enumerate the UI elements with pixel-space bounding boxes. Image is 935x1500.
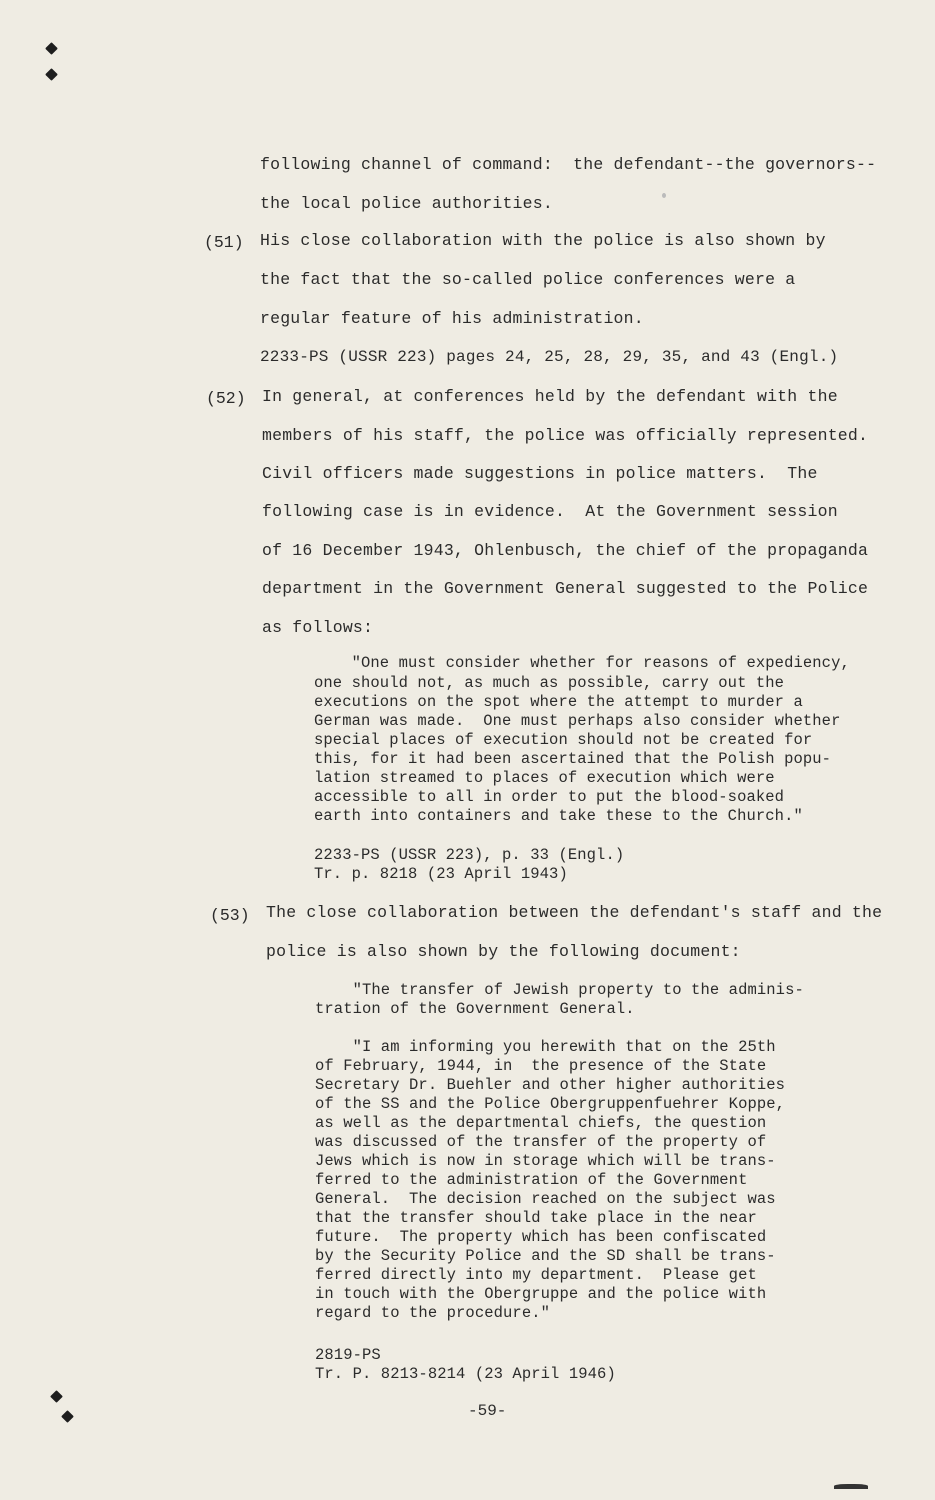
para-53-quote-line-8: ferred to the administration of the Government: [315, 1171, 748, 1189]
para-53-line-1: The close collaboration between the defendant's staff and the: [266, 903, 883, 922]
intro-line-1: following channel of command: the defendant--the governors--: [260, 155, 877, 174]
para-52-line-6: department in the Government General suggested to the Police: [262, 579, 869, 598]
para-51-line-3: regular feature of his administration.: [260, 309, 644, 328]
page-number: -59-: [468, 1402, 507, 1420]
para-53-quote-heading-line-1: "The transfer of Jewish property to the adminis-: [315, 981, 804, 999]
para-53-citation-line-2: Tr. P. 8213-8214 (23 April 1946): [315, 1365, 616, 1383]
para-53-quote-line-15: regard to the procedure.": [315, 1304, 551, 1322]
para-53-quote-line-13: ferred directly into my department. Please get: [315, 1266, 757, 1284]
paragraph-number-53: (53): [210, 906, 250, 925]
binder-hole-top-1: [45, 42, 58, 55]
para-52-line-7: as follows:: [262, 618, 374, 637]
paragraph-number-51: (51): [204, 233, 244, 252]
paper-speck-bottom: [834, 1484, 868, 1489]
para-52-line-3: Civil officers made suggestions in police matters. The: [262, 464, 818, 483]
binder-hole-bottom-1: [50, 1390, 63, 1403]
para-52-quote-line-2: one should not, as much as possible, carry out the: [314, 674, 785, 692]
para-53-line-2: police is also shown by the following document:: [266, 942, 741, 961]
para-53-quote-line-9: General. The decision reached on the subject was: [315, 1190, 776, 1208]
para-53-quote-line-4: of the SS and the Police Obergruppenfuehrer Koppe,: [315, 1095, 786, 1113]
intro-line-2: the local police authorities.: [260, 194, 553, 213]
para-52-citation-line-2: Tr. p. 8218 (23 April 1943): [314, 865, 568, 883]
para-53-quote-line-5: as well as the departmental chiefs, the question: [315, 1114, 767, 1132]
para-52-line-5: of 16 December 1943, Ohlenbusch, the chief of the propaganda: [262, 541, 869, 560]
para-53-quote-line-11: future. The property which has been confiscated: [315, 1228, 767, 1246]
para-52-quote-line-6: this, for it had been ascertained that the Polish popu-: [314, 750, 832, 768]
para-52-line-4: following case is in evidence. At the Government session: [262, 502, 838, 521]
para-52-quote-line-5: special places of execution should not be created for: [314, 731, 813, 749]
para-52-quote-line-1: "One must consider whether for reasons of expediency,: [314, 654, 850, 672]
para-51-line-1: His close collaboration with the police is also shown by: [260, 231, 826, 250]
para-53-quote-line-1: "I am informing you herewith that on the 25th: [315, 1038, 776, 1056]
para-52-citation-line-1: 2233-PS (USSR 223), p. 33 (Engl.): [314, 846, 625, 864]
para-53-citation-line-1: 2819-PS: [315, 1346, 381, 1364]
para-53-quote-line-10: that the transfer should take place in the near: [315, 1209, 757, 1227]
para-53-quote-line-12: by the Security Police and the SD shall be trans-: [315, 1247, 776, 1265]
para-51-citation: 2233-PS (USSR 223) pages 24, 25, 28, 29, 35, and 43 (Engl.): [260, 348, 839, 366]
para-52-quote-line-7: lation streamed to places of execution which were: [314, 769, 775, 787]
binder-hole-bottom-2: [61, 1410, 74, 1423]
para-52-quote-line-9: earth into containers and take these to the Church.": [314, 807, 803, 825]
para-53-quote-line-14: in touch with the Obergruppe and the police with: [315, 1285, 767, 1303]
para-53-quote-line-6: was discussed of the transfer of the property of: [315, 1133, 767, 1151]
para-53-quote-line-3: Secretary Dr. Buehler and other higher authorities: [315, 1076, 786, 1094]
para-51-line-2: the fact that the so-called police conferences were a: [260, 270, 796, 289]
paragraph-number-52: (52): [206, 389, 246, 408]
binder-hole-top-2: [45, 68, 58, 81]
para-52-line-1: In general, at conferences held by the defendant with the: [262, 387, 838, 406]
para-52-quote-line-4: German was made. One must perhaps also consider whether: [314, 712, 841, 730]
paper-speck: [662, 193, 666, 198]
para-52-quote-line-3: executions on the spot where the attempt to murder a: [314, 693, 803, 711]
para-52-line-2: members of his staff, the police was officially represented.: [262, 426, 869, 445]
para-52-quote-line-8: accessible to all in order to put the blood-soaked: [314, 788, 785, 806]
para-53-quote-line-2: of February, 1944, in the presence of the State: [315, 1057, 767, 1075]
para-53-quote-line-7: Jews which is now in storage which will be trans-: [315, 1152, 776, 1170]
para-53-quote-heading-line-2: tration of the Government General.: [315, 1000, 635, 1018]
